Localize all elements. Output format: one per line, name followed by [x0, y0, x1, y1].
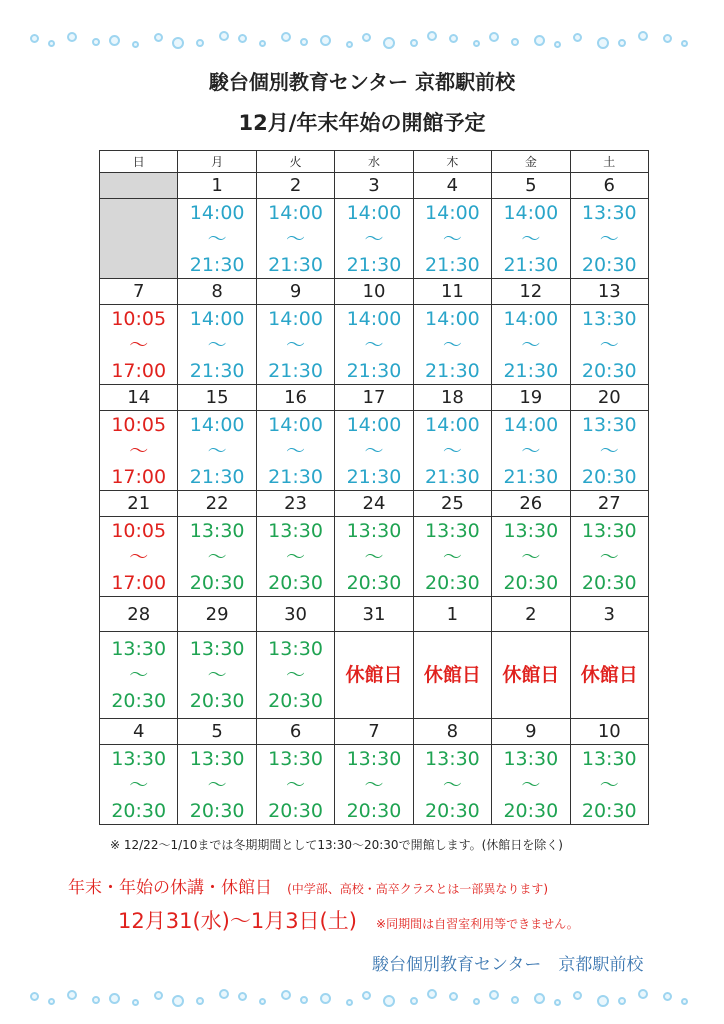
date-number: 10 [570, 719, 648, 745]
opening-hours [335, 411, 413, 491]
date-number: 11 [413, 279, 491, 305]
open-time: 14:00 [268, 413, 323, 436]
open-time: 14:00 [425, 201, 480, 224]
holiday-heading-note: (中学部、高校・高卒クラスとは一部異なります) [287, 882, 549, 896]
weekday-label: 火 [256, 151, 334, 173]
opening-hours [100, 305, 178, 385]
opening-hours [256, 199, 334, 279]
date-number: 8 [413, 719, 491, 745]
decorative-dot [534, 993, 545, 1004]
date-number: 18 [413, 385, 491, 411]
opening-hours [100, 632, 178, 719]
hours-row [100, 517, 649, 597]
time-separator: ～ [286, 664, 306, 686]
open-time: 13:30 [346, 747, 402, 770]
close-time: 21:30 [425, 359, 480, 382]
decorative-dot [30, 34, 39, 43]
close-time: 21:30 [425, 465, 480, 488]
decorative-dot [473, 998, 480, 1005]
opening-hours [178, 199, 256, 279]
holiday-range-note: ※同期間は自習室利用等できません。 [376, 917, 579, 931]
open-time: 14:00 [425, 413, 480, 436]
date-number: 26 [492, 491, 570, 517]
opening-hours [256, 305, 334, 385]
time-separator: ～ [207, 773, 227, 796]
time-separator: ～ [207, 664, 227, 686]
opening-hours [256, 411, 334, 491]
opening-hours [178, 632, 256, 719]
holiday-heading: 年末・年始の休講・休館日 [68, 878, 272, 898]
date-number: 7 [100, 279, 178, 305]
close-time: 21:30 [268, 359, 323, 382]
date-number: 24 [335, 491, 413, 517]
open-time: 13:30 [503, 519, 559, 542]
time-separator: ～ [129, 664, 149, 686]
decorative-dot [92, 38, 100, 46]
open-time: 13:30 [581, 519, 637, 542]
time-separator: ～ [207, 227, 227, 250]
closed-text: 休館日 [580, 664, 638, 686]
decorative-dot [48, 998, 55, 1005]
close-time: 20:30 [346, 571, 402, 594]
closed-day-label [335, 632, 413, 719]
date-number: 1 [413, 597, 491, 632]
date-number: 8 [178, 279, 256, 305]
decorative-dot [67, 32, 77, 42]
footer-school-name: 駿台個別教育センター 京都駅前校 [372, 955, 644, 975]
decorative-dot [300, 38, 308, 46]
open-time: 14:00 [189, 201, 245, 224]
close-time: 20:30 [581, 359, 637, 382]
decorative-dot [638, 989, 648, 999]
opening-hours [256, 632, 334, 719]
close-time: 20:30 [425, 799, 480, 822]
decorative-dot [427, 989, 437, 999]
open-time: 13:30 [581, 413, 637, 436]
open-time: 10:05 [111, 413, 167, 436]
decorative-dot [383, 995, 395, 1007]
holiday-heading-line [68, 873, 548, 898]
decorative-dot [663, 34, 672, 43]
open-time: 13:30 [111, 638, 167, 660]
page-subtitle: 12月/年末年始の開館予定 [238, 111, 486, 135]
opening-hours [413, 199, 491, 279]
open-time: 13:30 [268, 747, 323, 770]
open-time: 13:30 [189, 638, 245, 660]
weekday-header-row [100, 151, 649, 173]
close-time: 20:30 [581, 799, 637, 822]
decorative-dot [681, 998, 688, 1005]
open-time: 13:30 [189, 747, 245, 770]
open-time: 13:30 [346, 519, 402, 542]
date-number: 9 [256, 279, 334, 305]
decorative-dot [489, 32, 499, 42]
decorative-dot [410, 39, 418, 47]
close-time: 20:30 [268, 799, 323, 822]
time-separator: ～ [521, 227, 541, 250]
date-number: 2 [256, 173, 334, 199]
decorative-dot [172, 37, 184, 49]
date-number: 21 [100, 491, 178, 517]
close-time: 17:00 [111, 359, 167, 382]
opening-hours [570, 305, 648, 385]
decorative-dot [346, 999, 353, 1006]
date-number: 9 [492, 719, 570, 745]
open-time: 13:30 [581, 747, 637, 770]
hours-row [100, 411, 649, 491]
opening-hours [570, 517, 648, 597]
decorative-dot [196, 39, 204, 47]
decorative-dot [449, 34, 458, 43]
open-time: 14:00 [189, 307, 245, 330]
decorative-dot [362, 991, 371, 1000]
date-number: 15 [178, 385, 256, 411]
date-number: 25 [413, 491, 491, 517]
time-separator: ～ [442, 439, 462, 462]
opening-hours [256, 745, 334, 825]
close-time: 20:30 [425, 571, 480, 594]
date-number: 31 [335, 597, 413, 632]
decorative-dot [383, 37, 395, 49]
close-time: 21:30 [189, 359, 245, 382]
opening-hours [492, 411, 570, 491]
close-time: 20:30 [346, 799, 402, 822]
open-time: 13:30 [425, 747, 480, 770]
date-number: 6 [256, 719, 334, 745]
time-separator: ～ [286, 333, 306, 356]
closed-day-label [570, 632, 648, 719]
time-separator: ～ [521, 439, 541, 462]
decorative-dot [154, 991, 163, 1000]
time-separator: ～ [521, 773, 541, 796]
decorative-dot [573, 991, 582, 1000]
open-time: 14:00 [346, 307, 402, 330]
time-separator: ～ [599, 545, 619, 568]
opening-hours [335, 745, 413, 825]
opening-hours [492, 745, 570, 825]
date-number: 27 [570, 491, 648, 517]
closed-text: 休館日 [423, 664, 481, 686]
close-time: 20:30 [111, 690, 167, 712]
open-time: 13:30 [189, 519, 245, 542]
opening-hours [413, 305, 491, 385]
time-separator: ～ [286, 545, 306, 568]
date-number: 23 [256, 491, 334, 517]
decorative-dot [67, 990, 77, 1000]
date-number: 5 [492, 173, 570, 199]
decorative-dot [109, 35, 120, 46]
date-number: 4 [413, 173, 491, 199]
weekday-label: 月 [178, 151, 256, 173]
close-time: 20:30 [503, 799, 559, 822]
decorative-dot [320, 35, 331, 46]
hours-row [100, 632, 649, 719]
close-time: 21:30 [189, 253, 245, 276]
time-separator: ～ [442, 227, 462, 250]
close-time: 21:30 [503, 253, 559, 276]
date-number: 16 [256, 385, 334, 411]
open-time: 14:00 [503, 413, 559, 436]
decorative-dot [219, 31, 229, 41]
date-row [100, 279, 649, 305]
decorative-dot [30, 992, 39, 1001]
open-time: 13:30 [581, 201, 637, 224]
time-separator: ～ [129, 773, 149, 796]
time-separator: ～ [207, 333, 227, 356]
opening-hours [256, 517, 334, 597]
time-separator: ～ [442, 545, 462, 568]
date-number: 29 [178, 597, 256, 632]
open-time: 14:00 [503, 307, 559, 330]
opening-hours [100, 517, 178, 597]
date-number: 4 [100, 719, 178, 745]
opening-hours [178, 411, 256, 491]
opening-hours [178, 517, 256, 597]
close-time: 20:30 [189, 799, 245, 822]
opening-hours [492, 305, 570, 385]
date-row [100, 385, 649, 411]
decorative-dots-bottom [24, 988, 704, 1014]
open-time: 10:05 [111, 519, 167, 542]
open-time: 14:00 [268, 307, 323, 330]
close-time: 17:00 [111, 571, 167, 594]
closed-text: 休館日 [502, 664, 560, 686]
open-time: 10:05 [111, 307, 167, 330]
decorative-dot [238, 992, 247, 1001]
close-time: 20:30 [581, 465, 637, 488]
date-number: 19 [492, 385, 570, 411]
decorative-dot [449, 992, 458, 1001]
time-separator: ～ [364, 333, 384, 356]
decorative-dot [238, 34, 247, 43]
time-separator: ～ [364, 545, 384, 568]
date-number: 12 [492, 279, 570, 305]
opening-hours [413, 517, 491, 597]
closed-day-label [492, 632, 570, 719]
close-time: 21:30 [189, 465, 245, 488]
date-number: 13 [570, 279, 648, 305]
decorative-dots-top [24, 30, 704, 56]
decorative-dot [554, 999, 561, 1006]
date-number: 10 [335, 279, 413, 305]
close-time: 21:30 [503, 465, 559, 488]
closed-day-label [413, 632, 491, 719]
time-separator: ～ [129, 439, 149, 462]
decorative-dot [618, 39, 626, 47]
date-number: 7 [335, 719, 413, 745]
open-time: 13:30 [581, 307, 637, 330]
close-time: 17:00 [111, 465, 167, 488]
close-time: 21:30 [268, 253, 323, 276]
time-separator: ～ [207, 545, 227, 568]
time-separator: ～ [129, 333, 149, 356]
holiday-range: 12月31(水)～1月3日(土) [118, 909, 357, 933]
open-time: 13:30 [503, 747, 559, 770]
close-time: 21:30 [503, 359, 559, 382]
close-time: 21:30 [268, 465, 323, 488]
opening-hours [492, 199, 570, 279]
decorative-dot [132, 999, 139, 1006]
decorative-dot [154, 33, 163, 42]
decorative-dot [300, 996, 308, 1004]
opening-hours [335, 517, 413, 597]
date-number: 3 [335, 173, 413, 199]
decorative-dot [346, 41, 353, 48]
date-number: 6 [570, 173, 648, 199]
time-separator: ～ [364, 227, 384, 250]
hours-row [100, 199, 649, 279]
time-separator: ～ [599, 439, 619, 462]
date-row [100, 491, 649, 517]
time-separator: ～ [521, 333, 541, 356]
close-time: 20:30 [189, 571, 245, 594]
decorative-dot [362, 33, 371, 42]
time-separator: ～ [442, 333, 462, 356]
close-time: 20:30 [111, 799, 167, 822]
opening-hours [178, 745, 256, 825]
time-separator: ～ [286, 773, 306, 796]
open-time: 13:30 [268, 638, 323, 660]
opening-hours [492, 517, 570, 597]
weekday-label: 日 [100, 151, 178, 173]
decorative-dot [281, 990, 291, 1000]
decorative-dot [219, 989, 229, 999]
close-time: 20:30 [189, 690, 245, 712]
opening-hours [570, 199, 648, 279]
opening-hours [570, 745, 648, 825]
open-time: 14:00 [189, 413, 245, 436]
decorative-dot [48, 40, 55, 47]
decorative-dot [681, 40, 688, 47]
time-separator: ～ [286, 439, 306, 462]
decorative-dot [554, 41, 561, 48]
time-separator: ～ [599, 773, 619, 796]
weekday-label: 木 [413, 151, 491, 173]
decorative-dot [410, 997, 418, 1005]
close-time: 21:30 [346, 359, 402, 382]
weekday-label: 水 [335, 151, 413, 173]
open-time: 13:30 [268, 519, 323, 542]
decorative-dot [663, 992, 672, 1001]
time-separator: ～ [521, 545, 541, 568]
empty-date-cell [100, 173, 178, 199]
hours-row [100, 305, 649, 385]
time-separator: ～ [129, 545, 149, 568]
opening-hours [413, 411, 491, 491]
date-number: 22 [178, 491, 256, 517]
open-time: 13:30 [425, 519, 480, 542]
holiday-range-line [118, 905, 579, 935]
decorative-dot [597, 37, 609, 49]
close-time: 20:30 [268, 571, 323, 594]
decorative-dot [597, 995, 609, 1007]
open-time: 14:00 [346, 201, 402, 224]
decorative-dot [489, 990, 499, 1000]
opening-hours [570, 411, 648, 491]
closed-text: 休館日 [345, 664, 403, 686]
close-time: 21:30 [346, 465, 402, 488]
date-number: 30 [256, 597, 334, 632]
date-number: 5 [178, 719, 256, 745]
decorative-dot [618, 997, 626, 1005]
empty-hours-cell [100, 199, 178, 279]
decorative-dot [172, 995, 184, 1007]
open-time: 14:00 [503, 201, 559, 224]
calendar-body [100, 173, 649, 825]
close-time: 20:30 [581, 253, 637, 276]
decorative-dot [511, 996, 519, 1004]
opening-hours [413, 745, 491, 825]
date-number: 3 [570, 597, 648, 632]
opening-hours [335, 305, 413, 385]
date-number: 20 [570, 385, 648, 411]
close-time: 21:30 [346, 253, 402, 276]
open-time: 14:00 [268, 201, 323, 224]
date-row [100, 173, 649, 199]
date-row [100, 597, 649, 632]
winter-hours-note: ※ 12/22～1/10までは冬期期間として13:30～20:30で開館します。(休館日を除く) [110, 838, 563, 852]
opening-hours [100, 411, 178, 491]
decorative-dot [109, 993, 120, 1004]
decorative-dot [320, 993, 331, 1004]
opening-calendar [99, 150, 649, 825]
opening-hours [178, 305, 256, 385]
decorative-dot [638, 31, 648, 41]
time-separator: ～ [364, 773, 384, 796]
hours-row [100, 745, 649, 825]
decorative-dot [196, 997, 204, 1005]
time-separator: ～ [207, 439, 227, 462]
time-separator: ～ [364, 439, 384, 462]
page-title: 駿台個別教育センター 京都駅前校 [208, 70, 516, 94]
weekday-label: 土 [570, 151, 648, 173]
decorative-dot [427, 31, 437, 41]
time-separator: ～ [599, 227, 619, 250]
opening-hours [335, 199, 413, 279]
decorative-dot [281, 32, 291, 42]
time-separator: ～ [442, 773, 462, 796]
decorative-dot [534, 35, 545, 46]
decorative-dot [511, 38, 519, 46]
time-separator: ～ [286, 227, 306, 250]
close-time: 20:30 [581, 571, 637, 594]
date-number: 17 [335, 385, 413, 411]
decorative-dot [573, 33, 582, 42]
decorative-dot [132, 41, 139, 48]
date-number: 2 [492, 597, 570, 632]
weekday-label: 金 [492, 151, 570, 173]
decorative-dot [92, 996, 100, 1004]
close-time: 20:30 [503, 571, 559, 594]
time-separator: ～ [599, 333, 619, 356]
date-number: 14 [100, 385, 178, 411]
date-number: 1 [178, 173, 256, 199]
opening-hours [100, 745, 178, 825]
decorative-dot [473, 40, 480, 47]
open-time: 14:00 [425, 307, 480, 330]
decorative-dot [259, 998, 266, 1005]
date-number: 28 [100, 597, 178, 632]
date-row [100, 719, 649, 745]
decorative-dot [259, 40, 266, 47]
close-time: 21:30 [425, 253, 480, 276]
open-time: 14:00 [346, 413, 402, 436]
close-time: 20:30 [268, 690, 323, 712]
open-time: 13:30 [111, 747, 167, 770]
